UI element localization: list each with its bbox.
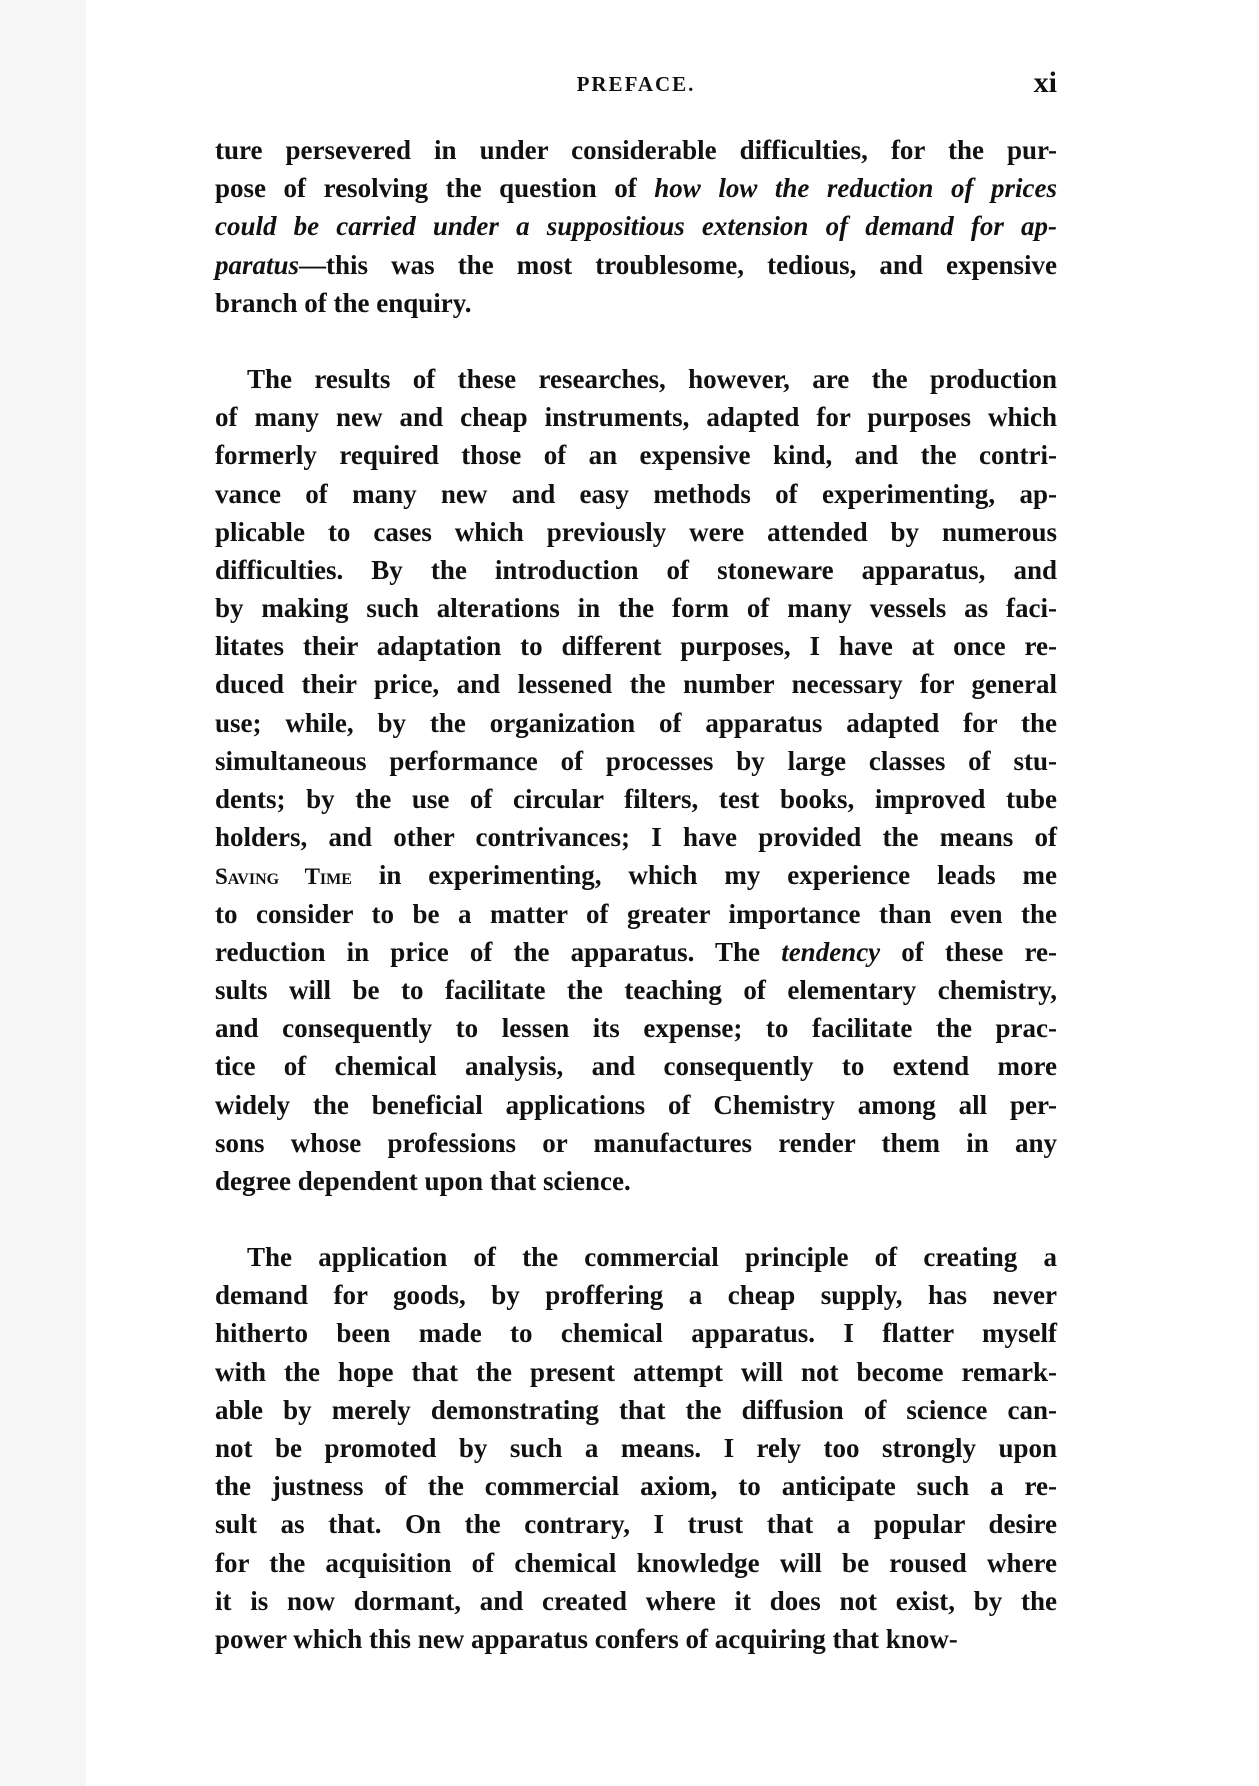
- italic-text: how low the reduction of prices: [654, 173, 1057, 204]
- text-segment: plicable to cases which previously were attended by numerous: [215, 516, 1057, 547]
- text-line: [215, 1086, 1057, 1124]
- text-line: [215, 1353, 1057, 1391]
- text-segment: vance of many new and easy methods of experimenting, ap-: [215, 478, 1057, 509]
- text-segment: reduction in price of the apparatus. The: [215, 936, 782, 967]
- text-line: [215, 169, 1057, 207]
- text-segment: degree dependent upon that science.: [215, 1165, 631, 1196]
- paragraph: [215, 131, 1057, 322]
- text-segment: difficulties. By the introduction of stoneware apparatus, and: [215, 554, 1057, 585]
- text-segment: in experimenting, which my experience leads me: [351, 860, 1057, 891]
- running-title: PREFACE.: [576, 72, 696, 96]
- text-line: [215, 131, 1057, 169]
- text-segment: and consequently to lessen its expense; to facilitate the prac-: [215, 1013, 1057, 1044]
- text-line: [215, 1467, 1057, 1505]
- text-segment: dents; by the use of circular filters, test books, improved tube: [215, 784, 1057, 814]
- text-segment: litates their adaptation to different purposes, I have at once re-: [215, 631, 1057, 662]
- text-line: [215, 207, 1057, 245]
- text-line: [215, 1009, 1057, 1047]
- text-segment: to consider to be a matter of greater importance than even the: [215, 898, 1057, 929]
- page-body: [215, 131, 1057, 1658]
- text-line: [215, 1544, 1057, 1582]
- text-line: [215, 1582, 1057, 1620]
- text-segment: sons whose professions or manufactures render them in any: [215, 1127, 1057, 1158]
- text-line: [215, 1276, 1057, 1314]
- text-segment: hitherto been made to chemical apparatus. I flatter myself: [215, 1318, 1057, 1349]
- italic-text: could be carried under a suppositious extension of demand for ap-: [215, 211, 1057, 242]
- text-line: [215, 1162, 1057, 1200]
- scan-margin: [0, 0, 86, 1786]
- text-line: [215, 704, 1057, 742]
- text-segment: ture persevered in under considerable difficulties, for the pur-: [215, 135, 1057, 165]
- text-line: [215, 1124, 1057, 1162]
- paragraph: [215, 1238, 1057, 1658]
- text-segment: duced their price, and lessened the number necessary for general: [215, 669, 1057, 700]
- text-line: [215, 971, 1057, 1009]
- text-segment: sult as that. On the contrary, I trust that a popular desire: [215, 1509, 1057, 1540]
- text-line: [215, 246, 1057, 284]
- text-segment: demand for goods, by proffering a cheap supply, has never: [215, 1280, 1057, 1311]
- paragraph: [215, 360, 1057, 1200]
- small-caps-text: Saving Time: [215, 864, 352, 890]
- text-line: [215, 780, 1057, 818]
- text-segment: for the acquisition of chemical knowledge will be roused where: [215, 1547, 1057, 1578]
- page-number: xi: [1033, 66, 1057, 99]
- text-line: [215, 1047, 1057, 1085]
- text-segment: simultaneous performance of processes by large classes of stu-: [215, 745, 1057, 776]
- paragraph-gap: [215, 1200, 1057, 1238]
- text-line: [215, 398, 1057, 436]
- text-segment: pose of resolving the question of: [215, 173, 655, 204]
- text-line: [215, 895, 1057, 933]
- text-segment: power which this new apparatus confers of acquiring that know-: [215, 1623, 958, 1654]
- text-segment: of these re-: [880, 936, 1058, 967]
- text-segment: The application of the commercial principle of creating a: [247, 1242, 1057, 1273]
- text-line: [215, 589, 1057, 627]
- paragraph-gap: [215, 322, 1057, 360]
- text-line: [215, 818, 1057, 856]
- italic-text: paratus: [215, 249, 300, 280]
- text-segment: able by merely demonstrating that the diffusion of science can-: [215, 1394, 1057, 1425]
- text-line: [215, 1391, 1057, 1429]
- text-line: [215, 856, 1057, 894]
- text-segment: widely the beneficial applications of Chemistry among all per-: [215, 1089, 1057, 1120]
- text-line: [215, 513, 1057, 551]
- text-segment: with the hope that the present attempt will not become remark-: [215, 1356, 1057, 1387]
- text-line: [215, 551, 1057, 589]
- text-line: [215, 475, 1057, 513]
- running-header: [215, 66, 1057, 100]
- text-line: [215, 360, 1057, 398]
- text-segment: the justness of the commercial axiom, to anticipate such a re-: [215, 1471, 1057, 1502]
- text-line: [215, 1620, 1057, 1658]
- text-line: [215, 1429, 1057, 1467]
- text-line: [215, 1505, 1057, 1543]
- text-line: [215, 1238, 1057, 1276]
- text-line: [215, 742, 1057, 780]
- text-line: [215, 436, 1057, 474]
- text-segment: formerly required those of an expensive kind, and the contri-: [215, 440, 1057, 471]
- text-line: [215, 665, 1057, 703]
- text-line: [215, 284, 1057, 322]
- text-segment: it is now dormant, and created where it does not exist, by the: [215, 1585, 1057, 1616]
- text-segment: branch of the enquiry.: [215, 287, 472, 318]
- text-segment: sults will be to facilitate the teaching of elementary chemistry,: [215, 974, 1057, 1005]
- text-line: [215, 1314, 1057, 1352]
- text-segment: by making such alterations in the form of many vessels as faci-: [215, 593, 1057, 624]
- text-segment: not be promoted by such a means. I rely too strongly upon: [215, 1433, 1057, 1463]
- text-segment: The results of these researches, however, are the production: [247, 363, 1057, 394]
- text-segment: tice of chemical analysis, and consequently to extend more: [215, 1051, 1057, 1082]
- text-line: [215, 627, 1057, 665]
- text-segment: of many new and cheap instruments, adapted for purposes which: [215, 402, 1057, 433]
- text-line: [215, 933, 1057, 971]
- text-segment: holders, and other contrivances; I have provided the means of: [215, 822, 1057, 853]
- text-segment: use; while, by the organization of apparatus adapted for the: [215, 707, 1057, 738]
- italic-text: tendency: [781, 936, 881, 967]
- text-segment: —this was the most troublesome, tedious, and expensive: [299, 249, 1057, 280]
